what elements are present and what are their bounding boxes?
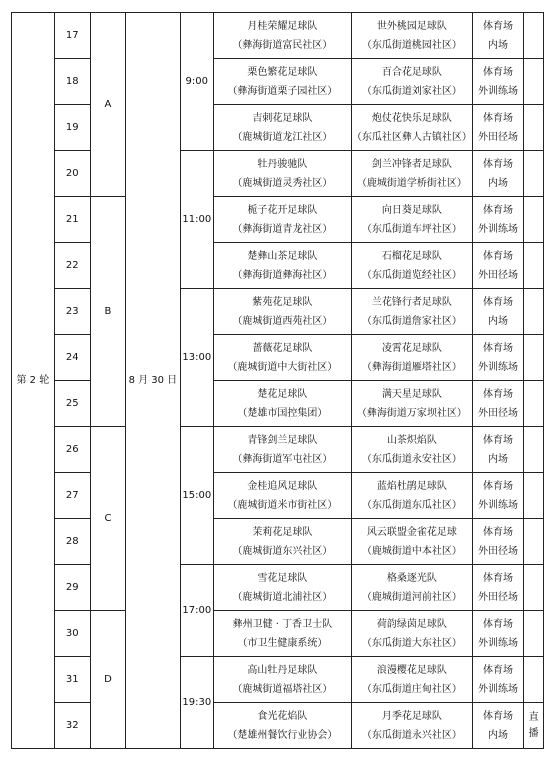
venue-area: 外田径场 — [478, 269, 519, 281]
venue-area: 外训练场 — [478, 499, 519, 511]
home-team-unit: （鹿城街道米市街社区） — [227, 499, 338, 511]
venue — [472, 381, 523, 427]
home-team — [213, 13, 351, 59]
away-team — [351, 243, 472, 289]
date-cell: 8 月 30 日 — [126, 13, 181, 749]
schedule-table — [11, 12, 544, 749]
time-cell: 15:00 — [180, 427, 213, 565]
away-team-unit: （东瓜街道永兴社区） — [361, 729, 462, 741]
home-team-unit: （鹿城街道北浦社区） — [232, 591, 333, 603]
match-number: 23 — [54, 289, 90, 335]
away-team-name: 世外桃园足球队 — [376, 20, 447, 32]
venue-name: 体育场 — [483, 112, 514, 124]
match-row — [12, 197, 544, 243]
venue-area: 外训练场 — [478, 683, 519, 695]
home-team-name: 彝州卫健 · 丁香卫士队 — [232, 618, 333, 630]
away-team-name: 浪漫樱花足球队 — [376, 664, 447, 676]
broadcast-note — [524, 243, 544, 289]
away-team — [351, 335, 472, 381]
venue-area: 外田径场 — [478, 131, 519, 143]
broadcast-note — [524, 335, 544, 381]
away-team-name: 山茶炽焰队 — [386, 434, 437, 446]
venue-name: 体育场 — [483, 66, 514, 78]
home-team — [213, 381, 351, 427]
venue-area: 外训练场 — [478, 361, 519, 373]
home-team — [213, 59, 351, 105]
venue-area: 外田径场 — [478, 407, 519, 419]
venue-name: 体育场 — [483, 526, 514, 538]
home-team-name: 金桂追风足球队 — [247, 480, 318, 492]
broadcast-note — [524, 657, 544, 703]
home-team — [213, 519, 351, 565]
match-number: 26 — [54, 427, 90, 473]
away-team-unit: （东瓜社区彝人古镇社区） — [351, 131, 472, 143]
venue — [472, 289, 523, 335]
away-team — [351, 473, 472, 519]
venue — [472, 519, 523, 565]
away-team — [351, 565, 472, 611]
venue-name: 体育场 — [483, 204, 514, 216]
broadcast-note — [524, 151, 544, 197]
away-team — [351, 381, 472, 427]
match-row — [12, 611, 544, 657]
home-team-unit: （楚雄市国控集团） — [237, 407, 328, 419]
home-team-name: 牡丹骏驰队 — [257, 158, 308, 170]
away-team — [351, 611, 472, 657]
home-team-unit: （彝海街道栗子园社区） — [227, 85, 338, 97]
home-team — [213, 473, 351, 519]
home-team — [213, 151, 351, 197]
venue-name: 体育场 — [483, 618, 514, 630]
home-team-unit: （鹿城街道东兴社区） — [232, 545, 333, 557]
away-team-unit: （东瓜街道庄甸社区） — [361, 683, 462, 695]
home-team-unit: （楚雄州餐饮行业协会） — [227, 729, 338, 741]
home-team-name: 栗色繁花足球队 — [247, 66, 318, 78]
home-team-unit: （鹿城街道龙江社区） — [232, 131, 333, 143]
away-team-name: 风云联盟金雀花足球 — [366, 526, 457, 538]
match-number: 25 — [54, 381, 90, 427]
group-cell: A — [90, 13, 125, 197]
venue-name: 体育场 — [483, 710, 514, 722]
home-team-unit: （彝海街道富民社区） — [232, 39, 333, 51]
match-number: 32 — [54, 703, 90, 749]
away-team — [351, 703, 472, 749]
away-team — [351, 105, 472, 151]
venue — [472, 565, 523, 611]
match-number: 24 — [54, 335, 90, 381]
away-team-name: 剑兰冲锋者足球队 — [371, 158, 452, 170]
match-number: 19 — [54, 105, 90, 151]
match-number: 30 — [54, 611, 90, 657]
home-team-name: 茉莉花足球队 — [252, 526, 313, 538]
venue-area: 外田径场 — [478, 591, 519, 603]
match-number: 31 — [54, 657, 90, 703]
venue-area: 内场 — [488, 177, 509, 189]
away-team — [351, 289, 472, 335]
match-row — [12, 427, 544, 473]
away-team — [351, 427, 472, 473]
away-team-unit: （东瓜街道詹家社区） — [361, 315, 462, 327]
venue-name: 体育场 — [483, 572, 514, 584]
home-team-unit: （鹿城街道福塔社区） — [232, 683, 333, 695]
venue-name: 体育场 — [483, 20, 514, 32]
venue — [472, 473, 523, 519]
venue-area: 内场 — [488, 315, 509, 327]
match-number: 22 — [54, 243, 90, 289]
time-cell: 13:00 — [180, 289, 213, 427]
home-team — [213, 611, 351, 657]
home-team-name: 蔷薇花足球队 — [252, 342, 313, 354]
venue-area: 外训练场 — [478, 637, 519, 649]
home-team-unit: （彝海街道彝海社区） — [232, 269, 333, 281]
home-team — [213, 197, 351, 243]
broadcast-note — [524, 13, 544, 59]
venue — [472, 657, 523, 703]
venue — [472, 427, 523, 473]
venue-area: 外田径场 — [478, 545, 519, 557]
away-team-name: 百合花足球队 — [381, 66, 442, 78]
venue-name: 体育场 — [483, 296, 514, 308]
broadcast-note: 直 播 — [524, 703, 544, 749]
venue-area: 外训练场 — [478, 85, 519, 97]
broadcast-note — [524, 427, 544, 473]
broadcast-note — [524, 611, 544, 657]
venue-area: 内场 — [488, 453, 509, 465]
broadcast-note — [524, 197, 544, 243]
match-number: 27 — [54, 473, 90, 519]
away-team-name: 蓝焰杜鹃足球队 — [376, 480, 447, 492]
home-team-unit: （鹿城街道西苑社区） — [232, 315, 333, 327]
away-team-name: 月季花足球队 — [381, 710, 442, 722]
venue — [472, 243, 523, 289]
match-number: 29 — [54, 565, 90, 611]
home-team — [213, 427, 351, 473]
away-team-unit: （东瓜街道桃园社区） — [361, 39, 462, 51]
venue — [472, 611, 523, 657]
match-number: 17 — [54, 13, 90, 59]
venue — [472, 335, 523, 381]
venue-area: 内场 — [488, 39, 509, 51]
home-team-name: 青锋剑兰足球队 — [247, 434, 318, 446]
group-cell: D — [90, 611, 125, 749]
home-team-name: 楚花足球队 — [257, 388, 308, 400]
away-team — [351, 13, 472, 59]
broadcast-note — [524, 381, 544, 427]
time-cell: 19:30 — [180, 657, 213, 749]
away-team — [351, 197, 472, 243]
away-team-name: 向日葵足球队 — [381, 204, 442, 216]
away-team-unit: （鹿城街道河前社区） — [361, 591, 462, 603]
venue-name: 体育场 — [483, 434, 514, 446]
home-team — [213, 657, 351, 703]
home-team — [213, 335, 351, 381]
home-team — [213, 105, 351, 151]
home-team-unit: （彝海街道青龙社区） — [232, 223, 333, 235]
away-team — [351, 657, 472, 703]
away-team-unit: （东瓜街道永安社区） — [361, 453, 462, 465]
home-team-name: 紫苑花足球队 — [252, 296, 313, 308]
home-team-name: 高山牡丹足球队 — [247, 664, 318, 676]
round-cell: 第 2 轮 — [12, 13, 55, 749]
venue-name: 体育场 — [483, 480, 514, 492]
home-team-unit: （市卫生健康系统） — [237, 637, 328, 649]
broadcast-note — [524, 565, 544, 611]
venue-area: 内场 — [488, 729, 509, 741]
home-team-unit: （鹿城街道灵秀社区） — [232, 177, 333, 189]
home-team-name: 吉刺花足球队 — [252, 112, 313, 124]
group-cell: B — [90, 197, 125, 427]
home-team — [213, 565, 351, 611]
time-cell: 9:00 — [180, 13, 213, 151]
match-number: 21 — [54, 197, 90, 243]
home-team — [213, 289, 351, 335]
away-team-unit: （彝海街道万家坝社区） — [356, 407, 467, 419]
time-cell: 17:00 — [180, 565, 213, 657]
match-row — [12, 13, 544, 59]
venue-name: 体育场 — [483, 664, 514, 676]
home-team-name: 雪花足球队 — [257, 572, 308, 584]
venue — [472, 13, 523, 59]
broadcast-note — [524, 59, 544, 105]
home-team-unit: （鹿城街道中大街社区） — [227, 361, 338, 373]
broadcast-note — [524, 473, 544, 519]
away-team-name: 炮仗花快乐足球队 — [371, 112, 452, 124]
broadcast-note — [524, 289, 544, 335]
match-number: 18 — [54, 59, 90, 105]
away-team-unit: （彝海街道雁塔社区） — [361, 361, 462, 373]
away-team-unit: （东瓜街道东瓜社区） — [361, 499, 462, 511]
away-team-unit: （东瓜街道大东社区） — [361, 637, 462, 649]
match-number: 20 — [54, 151, 90, 197]
venue-name: 体育场 — [483, 342, 514, 354]
venue — [472, 197, 523, 243]
home-team — [213, 703, 351, 749]
away-team-name: 荷韵绿茵足球队 — [376, 618, 447, 630]
venue-name: 体育场 — [483, 388, 514, 400]
away-team-unit: （鹿城街道学桥街社区） — [356, 177, 467, 189]
home-team-unit: （彝海街道军屯社区） — [232, 453, 333, 465]
away-team — [351, 59, 472, 105]
home-team-name: 食光花焰队 — [257, 710, 308, 722]
away-team-unit: （鹿城街道中本社区） — [361, 545, 462, 557]
away-team-name: 石榴花足球队 — [381, 250, 442, 262]
venue-name: 体育场 — [483, 158, 514, 170]
away-team-name: 兰花锋行者足球队 — [371, 296, 452, 308]
match-number: 28 — [54, 519, 90, 565]
away-team — [351, 151, 472, 197]
venue — [472, 151, 523, 197]
venue-name: 体育场 — [483, 250, 514, 262]
home-team-name: 栀子花开足球队 — [247, 204, 318, 216]
away-team-name: 满天星足球队 — [381, 388, 442, 400]
away-team — [351, 519, 472, 565]
venue — [472, 105, 523, 151]
venue-area: 外训练场 — [478, 223, 519, 235]
venue — [472, 59, 523, 105]
schedule-body — [12, 13, 544, 749]
away-team-name: 凌霄花足球队 — [381, 342, 442, 354]
home-team-name: 月桂荣耀足球队 — [247, 20, 318, 32]
broadcast-note — [524, 105, 544, 151]
away-team-unit: （东瓜街道车坪社区） — [361, 223, 462, 235]
broadcast-note — [524, 519, 544, 565]
venue — [472, 703, 523, 749]
away-team-name: 格桑逐光队 — [386, 572, 437, 584]
group-cell: C — [90, 427, 125, 611]
home-team-name: 楚彝山茶足球队 — [247, 250, 318, 262]
away-team-unit: （东瓜街道览经社区） — [361, 269, 462, 281]
away-team-unit: （东瓜街道刘家社区） — [361, 85, 462, 97]
home-team — [213, 243, 351, 289]
time-cell: 11:00 — [180, 151, 213, 289]
